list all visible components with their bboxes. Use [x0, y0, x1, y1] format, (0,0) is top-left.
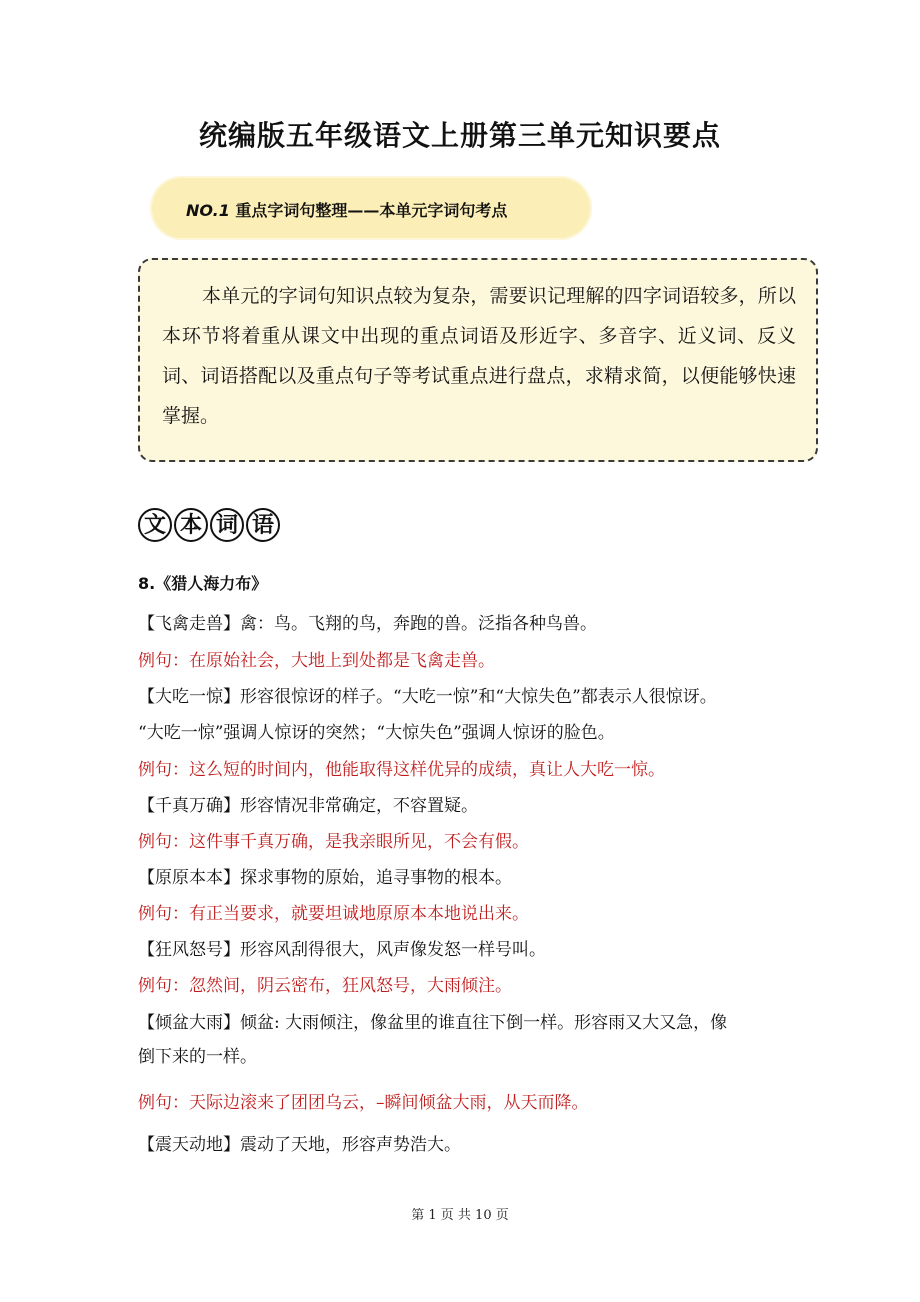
vocab-example: 例句：天际边滚来了团团乌云，–瞬间倾盆大雨，从天而降。: [138, 1093, 589, 1113]
vocab-example: 例句：有正当要求，就要坦诚地原原本本地说出来。: [138, 904, 529, 924]
vocab-definition: 【大吃一惊】形容很惊讶的样子。“大吃一惊”和“大惊失色”都表示人很惊讶。: [138, 687, 717, 707]
intro-box: [138, 258, 818, 462]
section-number: NO.1: [186, 201, 230, 220]
circle-char: 文: [138, 508, 172, 542]
circle-char: 本: [174, 508, 208, 542]
section-heading: [186, 198, 507, 221]
section-heading-text: 重点字词句整理——本单元字词句考点: [229, 201, 508, 220]
vocab-example: 例句：忽然间，阴云密布，狂风怒号，大雨倾注。: [138, 976, 512, 996]
intro-text: 本单元的字词句知识点较为复杂，需要识记理解的四字词语较多，所以本环节将着重从课文中出现的重点词语及形近字、多音字、近义词、反义词、词语搭配以及重点句子等考试重点进行盘点，求精求简，以便能够快速掌握。: [162, 285, 796, 427]
vocab-example: 例句：这件事千真万确，是我亲眼所见，不会有假。: [138, 832, 529, 852]
lesson-title: 8.《猎人海力布》: [138, 574, 268, 593]
circle-char: 词: [210, 508, 244, 542]
vocab-example: 例句：这么短的时间内，他能取得这样优异的成绩，真让人大吃一惊。: [138, 760, 665, 780]
circle-char: 语: [246, 508, 280, 542]
vocab-definition: 【狂风怒号】形容风刮得很大，风声像发怒一样号叫。: [138, 940, 546, 960]
vocab-definition: 【震天动地】震动了天地，形容声势浩大。: [138, 1135, 461, 1155]
vocab-definition: 【千真万确】形容情况非常确定，不容置疑。: [138, 796, 478, 816]
vocab-definition: 倒下来的一样。: [138, 1047, 257, 1067]
vocab-example: 例句：在原始社会，大地上到处都是飞禽走兽。: [138, 651, 495, 671]
vocab-definition: 【倾盆大雨】倾盆: 大雨倾注，像盆里的谁直往下倒一样。形容雨又大又急，像: [138, 1013, 728, 1033]
circle-heading: [138, 508, 280, 546]
vocab-definition: “大吃一惊”强调人惊讶的突然；“大惊失色”强调人惊讶的脸色。: [138, 723, 615, 743]
document-title: 统编版五年级语文上册第三单元知识要点: [198, 119, 721, 152]
page-footer: 第 1 页 共 10 页: [411, 1208, 509, 1223]
section-banner: [150, 176, 592, 240]
vocab-definition: 【飞禽走兽】禽：鸟。飞翔的鸟，奔跑的兽。泛指各种鸟兽。: [138, 614, 597, 634]
vocab-definition: 【原原本本】探求事物的原始，追寻事物的根本。: [138, 868, 512, 888]
